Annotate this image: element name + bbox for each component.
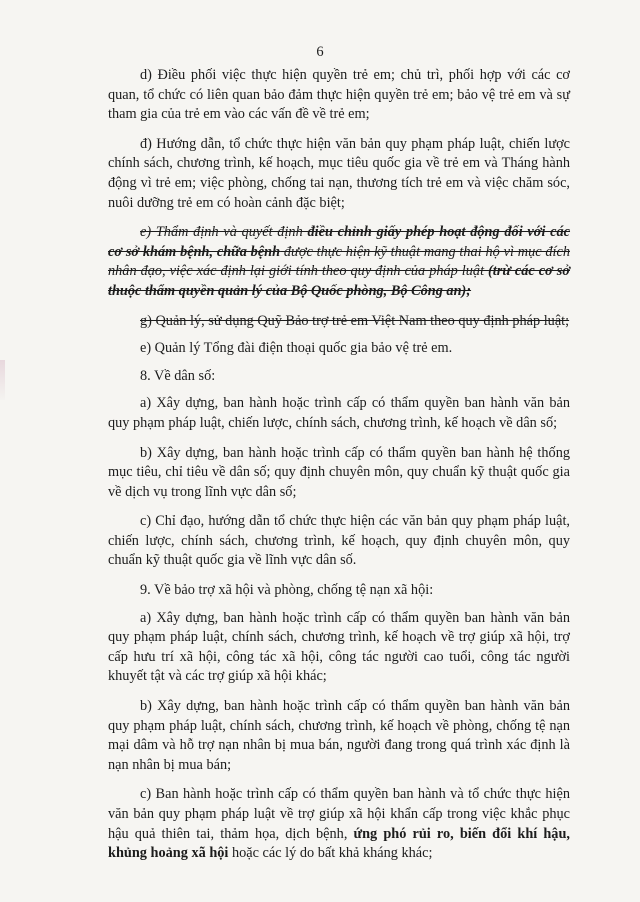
paragraph-d: d) Điều phối việc thực hiện quyền trẻ em; chủ trì, phối hợp với các cơ quan, tổ chức có liên quan bảo đảm thực hiện quyền trẻ em; bảo vệ trẻ em và sự tham gia của trẻ em vào các vấn đề về trẻ em; <box>108 67 570 123</box>
scan-edge-mark <box>0 360 5 400</box>
heading-9: 9. Về bảo trợ xã hội và phòng, chống tệ nạn xã hội: <box>140 582 434 599</box>
deleted-bold-text: điều chỉnh giấy phép hoạt động đối với các cơ sở khám bệnh, chữa bệnh <box>108 224 571 260</box>
paragraph-e-deleted <box>108 223 570 301</box>
page-number: 6 <box>316 44 324 60</box>
bold-text: ứng phó rủi ro, biến đổi khí hậu, khủng hoảng xã hội <box>108 825 570 862</box>
paragraph-8c: c) Chỉ đạo, hướng dẫn tổ chức thực hiện các văn bản quy phạm pháp luật, chiến lược, chính sách, chương trình, kế hoạch, quy định chuyên môn, quy chuẩn kỹ thuật quốc gia về lĩnh vực dân số. <box>108 513 570 569</box>
heading-8: 8. Về dân số: <box>140 367 216 384</box>
deleted-text: e) Thẩm định và quyết định <box>140 224 308 241</box>
deleted-bold-text: Bộ Quốc phòng, Bộ Công an); <box>290 282 472 299</box>
paragraph-9b: b) Xây dựng, ban hành hoặc trình cấp có thẩm quyền ban hành văn bản quy phạm pháp luật, chính sách, chương trình, kế hoạch về phòng, chống tệ nạn mại dâm và hỗ trợ nạn nhân bị mua bán, người đang trong quá trình xác định là nạn nhân bị mua bán; <box>108 698 570 773</box>
deleted-text: được thực hiện kỹ thuật mang thai hộ vì mục đích nhân đạo, việc xác định lại giới tính theo quy định của pháp luật <box>108 243 570 280</box>
deleted-bold-text: (trừ các cơ sở thuộc thẩm quyền quản lý của <box>108 263 570 299</box>
paragraph-g-deleted <box>108 312 570 332</box>
paragraph-e: e) Quản lý Tổng đài điện thoại quốc gia bảo vệ trẻ em. <box>140 340 453 357</box>
paragraph-text: hoặc các lý do bất khả kháng khác; <box>228 845 433 862</box>
deleted-text: g) Quản lý, sử dụng Quỹ Bảo trợ trẻ em Việt Nam theo quy định pháp luật; <box>140 312 570 329</box>
paragraph-8a: a) Xây dựng, ban hành hoặc trình cấp có thẩm quyền ban hành văn bản quy phạm pháp luật, chiến lược, chính sách, chương trình, kế hoạch về dân số; <box>108 395 570 431</box>
document-body <box>108 66 570 874</box>
paragraph-9c <box>108 785 570 863</box>
paragraph-8b: b) Xây dựng, ban hành hoặc trình cấp có thẩm quyền ban hành hệ thống mục tiêu, chỉ tiêu về dân số; quy định chuyên môn, quy chuẩn kỹ thuật quốc gia về dịch vụ trong lĩnh vực dân số; <box>108 444 570 500</box>
paragraph-dd: đ) Hướng dẫn, tổ chức thực hiện văn bản quy phạm pháp luật, chiến lược chính sách, chương trình, kế hoạch, mục tiêu quốc gia về trẻ em và Tháng hành động vì trẻ em; việc phòng, chống tai nạn, thương tích trẻ em và việc chăm sóc, nuôi dưỡng trẻ em có hoàn cảnh đặc biệt; <box>108 135 570 211</box>
paragraph-9a: a) Xây dựng, ban hành hoặc trình cấp có thẩm quyền ban hành văn bản quy phạm pháp luật, chính sách, chương trình, kế hoạch về trợ giúp xã hội, trợ cấp hưu trí xã hội, công tác xã hội, công tác người cao tuổi, công tác người khuyết tật và các trợ giúp xã hội khác; <box>108 609 570 685</box>
paragraph-text: c) Ban hành hoặc trình cấp có thẩm quyền ban hành và tổ chức thực hiện văn bản quy phạm pháp luật về trợ giúp xã hội khẩn cấp trong việc khắc phục hậu quả thiên tai, thảm họa, dịch bệnh, <box>108 786 570 842</box>
